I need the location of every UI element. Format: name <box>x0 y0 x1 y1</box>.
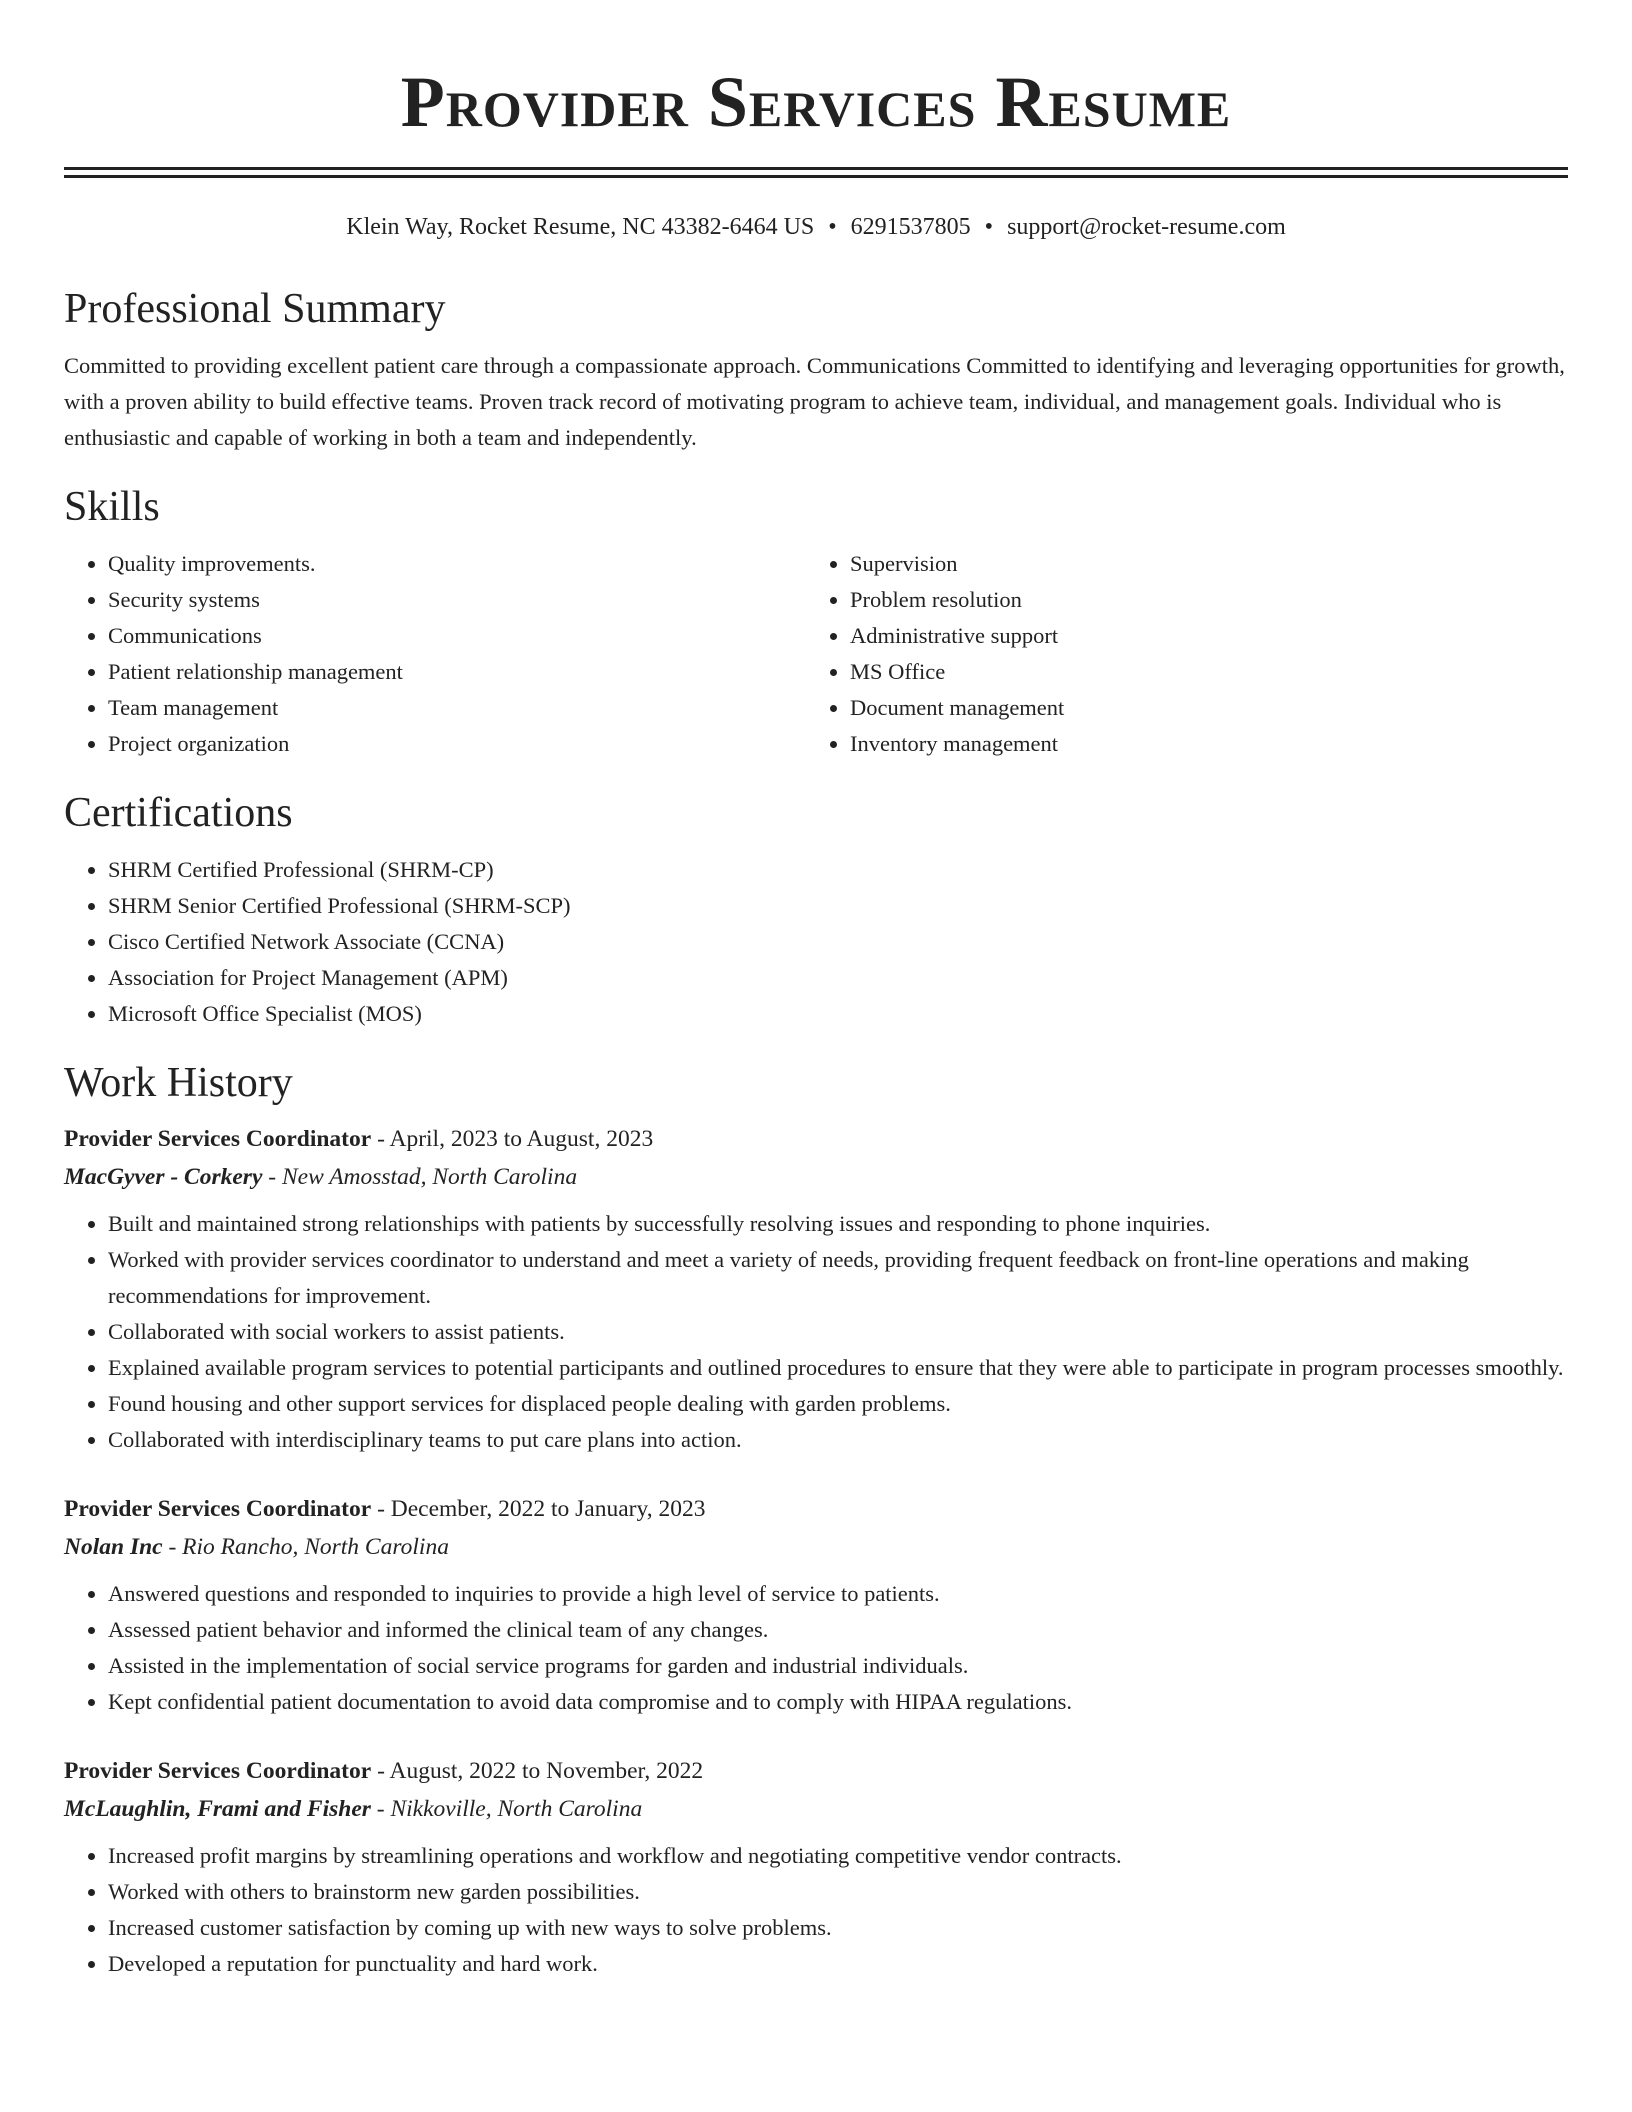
certification-item: • SHRM Senior Certified Professional (SHRM-SCP) <box>108 888 1568 924</box>
skill-item: • Team management <box>108 690 806 726</box>
certification-item: • Microsoft Office Specialist (MOS) <box>108 996 1568 1032</box>
skill-item: • Security systems <box>108 582 806 618</box>
job-duties <box>64 1206 1568 1458</box>
resume-page <box>64 0 1568 1982</box>
contact-line <box>64 212 1568 242</box>
contact-address: Klein Way, Rocket Resume, NC 43382-6464 US <box>346 214 815 240</box>
job-employer <box>64 1528 1568 1566</box>
job-duty: • Found housing and other support services for displaced people dealing with garden problems. <box>108 1386 1568 1422</box>
skill-item: • Administrative support <box>850 618 1548 654</box>
skill-item: • Supervision <box>850 546 1548 582</box>
job-dates: - April, 2023 to August, 2023 <box>371 1126 654 1152</box>
job-dates: - August, 2022 to November, 2022 <box>371 1758 704 1784</box>
job-header <box>64 1490 1568 1528</box>
skill-item: • Inventory management <box>850 726 1548 762</box>
work-history-heading: Work History <box>64 1060 293 1106</box>
skills-list-left <box>64 546 806 762</box>
skills-columns <box>64 546 1568 762</box>
skill-item: • Document management <box>850 690 1548 726</box>
skill-item: • Quality improvements. <box>108 546 806 582</box>
certification-item: • Association for Project Management (APM) <box>108 960 1568 996</box>
job-employer <box>64 1158 1568 1196</box>
certification-item: • SHRM Certified Professional (SHRM-CP) <box>108 852 1568 888</box>
certifications-list <box>64 852 1568 1032</box>
summary-section <box>64 284 1568 456</box>
job-company: MacGyver - Corkery <box>64 1164 263 1190</box>
certification-item: • Cisco Certified Network Associate (CCNA) <box>108 924 1568 960</box>
job-duty: • Developed a reputation for punctuality and hard work. <box>108 1946 1568 1982</box>
job-title: Provider Services Coordinator <box>64 1496 372 1522</box>
job-duty: • Collaborated with social workers to assist patients. <box>108 1314 1568 1350</box>
job-company: Nolan Inc <box>64 1534 163 1560</box>
skill-item: • MS Office <box>850 654 1548 690</box>
work-history-section <box>64 1058 1568 1982</box>
job-location: - Nikkoville, North Carolina <box>370 1796 643 1822</box>
job-duties <box>64 1838 1568 1982</box>
job-duty: • Collaborated with interdisciplinary teams to put care plans into action. <box>108 1422 1568 1458</box>
job-header <box>64 1120 1568 1158</box>
contact-separator: • <box>828 214 837 240</box>
contact-separator: • <box>984 214 994 240</box>
job-duties <box>64 1576 1568 1720</box>
job-header <box>64 1752 1568 1790</box>
job-duty: • Answered questions and responded to inquiries to provide a high level of service to patients. <box>108 1576 1568 1612</box>
job-dates: - December, 2022 to January, 2023 <box>371 1496 706 1522</box>
job-duty: • Kept confidential patient documentation to avoid data compromise and to comply with HIPAA regulations. <box>108 1684 1568 1720</box>
job-duty: • Increased customer satisfaction by coming up with new ways to solve problems. <box>108 1910 1568 1946</box>
page-title: Provider Services Resume <box>400 62 1232 142</box>
certifications-heading: Certifications <box>64 790 293 836</box>
job-entry <box>64 1490 1568 1720</box>
contact-email: support@rocket-resume.com <box>1007 214 1286 240</box>
contact-phone: 6291537805 <box>850 214 971 240</box>
job-title: Provider Services Coordinator <box>64 1758 372 1784</box>
job-duty: • Worked with provider services coordinator to understand and meet a variety of needs, providing frequent feedback on front-line operations and making recommendations for improvement. <box>108 1242 1568 1314</box>
skill-item: • Project organization <box>108 726 806 762</box>
job-duty: • Assessed patient behavior and informed the clinical team of any changes. <box>108 1612 1568 1648</box>
skill-item: • Problem resolution <box>850 582 1548 618</box>
job-duty: • Worked with others to brainstorm new garden possibilities. <box>108 1874 1568 1910</box>
skills-list-right <box>806 546 1548 762</box>
skills-section <box>64 482 1568 762</box>
job-duty: • Assisted in the implementation of social service programs for garden and industrial individuals. <box>108 1648 1568 1684</box>
summary-heading: Professional Summary <box>64 286 446 332</box>
job-entry <box>64 1752 1568 1982</box>
certifications-section <box>64 788 1568 1032</box>
job-location: - Rio Rancho, North Carolina <box>162 1534 449 1560</box>
job-location: - New Amosstad, North Carolina <box>262 1164 578 1190</box>
job-duty: • Explained available program services to potential participants and outlined procedures to ensure that they were able to participate in program processes smoothly. <box>108 1350 1568 1386</box>
skill-item: • Patient relationship management <box>108 654 806 690</box>
job-employer <box>64 1790 1568 1828</box>
job-title: Provider Services Coordinator <box>64 1126 372 1152</box>
job-entry <box>64 1120 1568 1458</box>
job-company: McLaughlin, Frami and Fisher <box>64 1796 371 1822</box>
job-duty: • Built and maintained strong relationships with patients by successfully resolving issues and responding to phone inquiries. <box>108 1206 1568 1242</box>
skills-heading: Skills <box>64 484 160 530</box>
job-duty: • Increased profit margins by streamlining operations and workflow and negotiating competitive vendor contracts. <box>108 1838 1568 1874</box>
summary-text: Committed to providing excellent patient care through a compassionate approach. Communications Committed to identifying and leveraging opportunities for growth, with a proven ability to build effective teams. Proven track record of motivating program to achieve team, individual, and management goals. Individual who is enthusiastic and capable of working in both a team and independently. <box>64 353 1565 450</box>
skill-item: • Communications <box>108 618 806 654</box>
title-divider <box>64 167 1568 178</box>
